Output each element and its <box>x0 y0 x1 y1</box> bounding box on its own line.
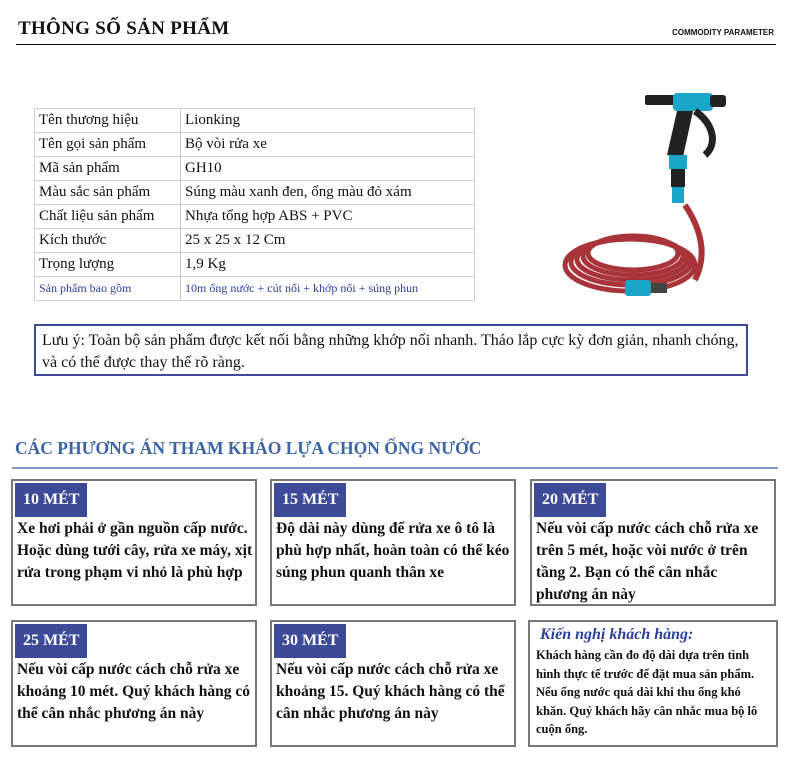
table-row: Kích thước 25 x 25 x 12 Cm <box>35 229 475 253</box>
option-card-10m <box>11 479 257 606</box>
advice-box <box>528 620 778 747</box>
table-row: Tên thương hiệu Lionking <box>35 109 475 133</box>
note-box: Lưu ý: Toàn bộ sản phẩm được kết nối bằng những khớp nối nhanh. Tháo lắp cực kỳ đơn giản, nhanh chóng, và có thể được thay thế rõ ràng. <box>34 324 748 376</box>
table-row: Tên gọi sản phẩm Bộ vòi rửa xe <box>35 133 475 157</box>
option-label: 15 MÉT <box>274 483 346 517</box>
option-text: Nếu vòi cấp nước cách chỗ rửa xe khoảng 10 mét. Quý khách hàng có thể cân nhắc phương án này <box>17 661 250 722</box>
advice-text: Khách hàng cần đo độ dài dựa trên tình hình thực tế trước để đặt mua sản phẩm. Nếu ống nước quá dài khi thu ống khó khăn. Quý khách hãy cân nhắc mua bộ lô cuộn ống. <box>536 648 758 736</box>
option-label: 20 MÉT <box>534 483 606 517</box>
option-card-30m <box>270 620 516 747</box>
option-card-25m <box>11 620 257 747</box>
table-row: Chất liệu sản phẩm Nhựa tổng hợp ABS + PVC <box>35 205 475 229</box>
option-text: Nếu vòi cấp nước cách chỗ rửa xe khoảng 15. Quý khách hàng có thể cân nhắc phương án này <box>276 661 505 722</box>
advice-title: Kiến nghị khách hàng: <box>540 626 694 643</box>
option-label: 30 MÉT <box>274 624 346 658</box>
option-label: 25 MÉT <box>15 624 87 658</box>
hose-gun-product-image <box>555 85 745 315</box>
connector <box>625 280 651 296</box>
table-row: Trọng lượng 1,9 Kg <box>35 253 475 277</box>
table-row: Sản phẩm bao gồm 10m ống nước + cút nối + khớp nối + súng phun <box>35 277 475 301</box>
section-title: CÁC PHƯƠNG ÁN THAM KHẢO LỰA CHỌN ỐNG NƯỚC <box>15 438 482 458</box>
spec-table <box>34 108 475 301</box>
option-text: Độ dài này dùng để rửa xe ô tô là phù hợp nhất, hoàn toàn có thể kéo súng phun quanh thân xe <box>276 520 510 581</box>
header-divider <box>16 44 776 45</box>
spray-gun <box>645 93 726 203</box>
table-row: Mã sản phẩm GH10 <box>35 157 475 181</box>
option-text: Nếu vòi cấp nước cách chỗ rửa xe trên 5 mét, hoặc vòi nước ở trên tầng 2. Bạn có thể cân nhắc phương án này <box>536 520 759 603</box>
option-card-15m <box>270 479 516 606</box>
option-label: 10 MÉT <box>15 483 87 517</box>
option-card-20m <box>530 479 776 606</box>
section-divider <box>12 467 778 469</box>
page-subtitle: COMMODITY PARAMETER <box>672 28 774 37</box>
option-text: Xe hơi phải ở gần nguồn cấp nước. Hoặc dùng tưới cây, rửa xe máy, xịt rửa trong phạm vi nhỏ là phù hợp <box>17 520 253 581</box>
table-row: Màu sắc sản phẩm Súng màu xanh đen, ống màu đỏ xám <box>35 181 475 205</box>
page-title: THÔNG SỐ SẢN PHẨM <box>18 18 230 39</box>
